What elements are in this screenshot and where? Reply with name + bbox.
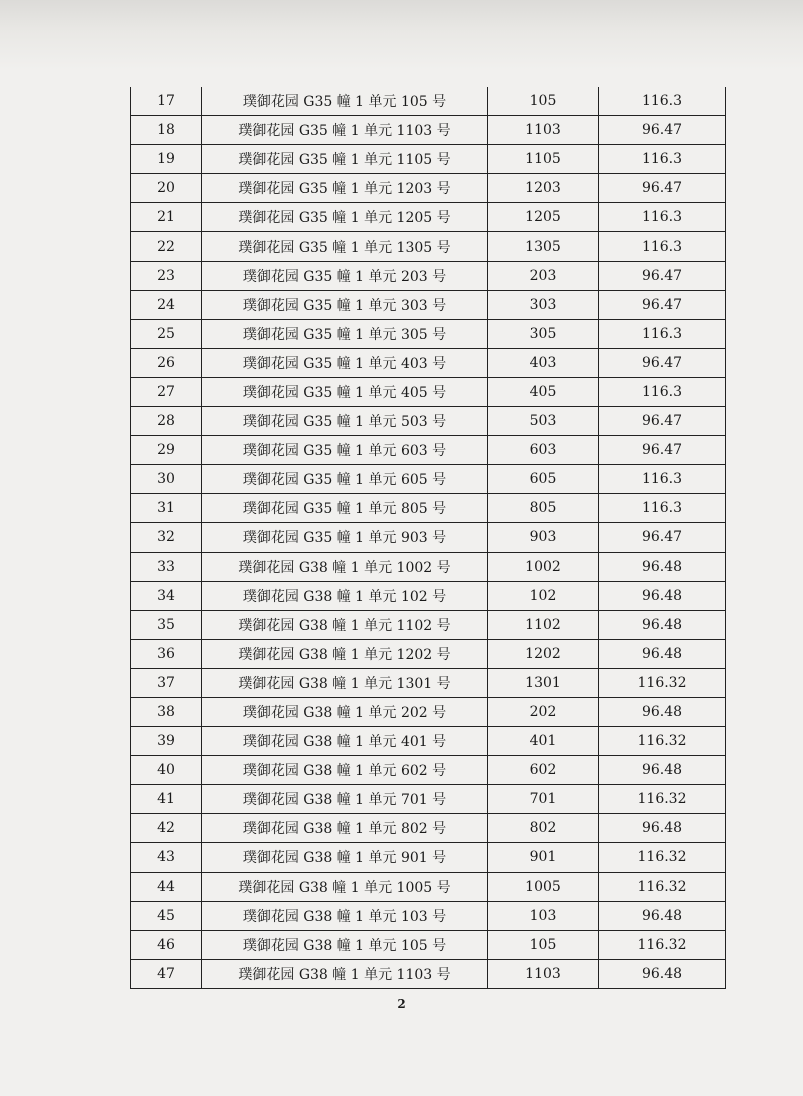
table-row (131, 203, 726, 232)
room-cell: 1301 (488, 668, 599, 697)
area-cell: 116.32 (599, 785, 726, 814)
table-row (131, 872, 726, 901)
address-cell: 璞御花园 G35 幢 1 单元 503 号 (202, 407, 488, 436)
row-number: 34 (131, 581, 202, 610)
table-row (131, 174, 726, 203)
address-cell: 璞御花园 G38 幢 1 单元 701 号 (202, 785, 488, 814)
room-cell: 602 (488, 756, 599, 785)
area-cell: 96.47 (599, 261, 726, 290)
row-number: 22 (131, 232, 202, 261)
row-number: 42 (131, 814, 202, 843)
address-cell: 璞御花园 G35 幢 1 单元 1103 号 (202, 116, 488, 145)
address-cell: 璞御花园 G35 幢 1 单元 603 号 (202, 436, 488, 465)
area-cell: 96.47 (599, 407, 726, 436)
area-cell: 116.3 (599, 377, 726, 406)
address-cell: 璞御花园 G38 幢 1 单元 802 号 (202, 814, 488, 843)
area-cell: 96.47 (599, 348, 726, 377)
row-number: 39 (131, 727, 202, 756)
row-number: 20 (131, 174, 202, 203)
room-cell: 1202 (488, 639, 599, 668)
table-row (131, 87, 726, 116)
row-number: 36 (131, 639, 202, 668)
room-cell: 805 (488, 494, 599, 523)
room-cell: 903 (488, 523, 599, 552)
table-row (131, 377, 726, 406)
area-cell: 96.48 (599, 697, 726, 726)
room-cell: 202 (488, 697, 599, 726)
address-cell: 璞御花园 G38 幢 1 单元 1005 号 (202, 872, 488, 901)
address-cell: 璞御花园 G35 幢 1 单元 403 号 (202, 348, 488, 377)
area-cell: 116.3 (599, 494, 726, 523)
room-cell: 901 (488, 843, 599, 872)
table-row (131, 610, 726, 639)
room-cell: 802 (488, 814, 599, 843)
room-cell: 1102 (488, 610, 599, 639)
room-cell: 403 (488, 348, 599, 377)
row-number: 41 (131, 785, 202, 814)
area-cell: 96.47 (599, 174, 726, 203)
room-cell: 105 (488, 930, 599, 959)
row-number: 32 (131, 523, 202, 552)
address-cell: 璞御花园 G35 幢 1 单元 1205 号 (202, 203, 488, 232)
room-cell: 303 (488, 290, 599, 319)
address-cell: 璞御花园 G35 幢 1 单元 903 号 (202, 523, 488, 552)
row-number: 21 (131, 203, 202, 232)
room-cell: 503 (488, 407, 599, 436)
address-cell: 璞御花园 G38 幢 1 单元 102 号 (202, 581, 488, 610)
area-cell: 116.3 (599, 145, 726, 174)
area-cell: 96.48 (599, 814, 726, 843)
area-cell: 96.48 (599, 552, 726, 581)
area-cell: 116.3 (599, 203, 726, 232)
area-cell: 96.48 (599, 581, 726, 610)
table-row (131, 436, 726, 465)
row-number: 30 (131, 465, 202, 494)
address-cell: 璞御花园 G38 幢 1 单元 103 号 (202, 901, 488, 930)
table-row (131, 814, 726, 843)
row-number: 23 (131, 261, 202, 290)
row-number: 28 (131, 407, 202, 436)
address-cell: 璞御花园 G35 幢 1 单元 303 号 (202, 290, 488, 319)
room-cell: 605 (488, 465, 599, 494)
area-cell: 96.47 (599, 523, 726, 552)
table-row (131, 232, 726, 261)
address-cell: 璞御花园 G38 幢 1 单元 602 号 (202, 756, 488, 785)
row-number: 45 (131, 901, 202, 930)
area-cell: 116.3 (599, 319, 726, 348)
table-row (131, 319, 726, 348)
address-cell: 璞御花园 G38 幢 1 单元 105 号 (202, 930, 488, 959)
room-cell: 103 (488, 901, 599, 930)
area-cell: 116.32 (599, 843, 726, 872)
area-cell: 116.32 (599, 668, 726, 697)
table-row (131, 697, 726, 726)
address-cell: 璞御花园 G35 幢 1 单元 1105 号 (202, 145, 488, 174)
address-cell: 璞御花园 G35 幢 1 单元 1203 号 (202, 174, 488, 203)
address-cell: 璞御花园 G35 幢 1 单元 105 号 (202, 87, 488, 116)
table-row (131, 523, 726, 552)
area-cell: 116.3 (599, 465, 726, 494)
address-cell: 璞御花园 G35 幢 1 单元 605 号 (202, 465, 488, 494)
area-cell: 96.48 (599, 756, 726, 785)
row-number: 17 (131, 87, 202, 116)
row-number: 35 (131, 610, 202, 639)
area-cell: 116.32 (599, 930, 726, 959)
row-number: 31 (131, 494, 202, 523)
address-cell: 璞御花园 G38 幢 1 单元 1002 号 (202, 552, 488, 581)
table-row (131, 116, 726, 145)
room-cell: 603 (488, 436, 599, 465)
row-number: 44 (131, 872, 202, 901)
area-cell: 116.32 (599, 872, 726, 901)
row-number: 24 (131, 290, 202, 319)
area-cell: 96.47 (599, 116, 726, 145)
table-row (131, 145, 726, 174)
room-cell: 1002 (488, 552, 599, 581)
room-cell: 1103 (488, 959, 599, 988)
table-row (131, 639, 726, 668)
row-number: 43 (131, 843, 202, 872)
table-row (131, 552, 726, 581)
table-row (131, 261, 726, 290)
address-cell: 璞御花园 G35 幢 1 单元 305 号 (202, 319, 488, 348)
row-number: 18 (131, 116, 202, 145)
area-cell: 96.48 (599, 639, 726, 668)
address-cell: 璞御花园 G38 幢 1 单元 901 号 (202, 843, 488, 872)
row-number: 29 (131, 436, 202, 465)
row-number: 19 (131, 145, 202, 174)
scan-top-smudge (0, 0, 803, 70)
room-cell: 1005 (488, 872, 599, 901)
room-cell: 405 (488, 377, 599, 406)
address-cell: 璞御花园 G35 幢 1 单元 203 号 (202, 261, 488, 290)
table-row (131, 756, 726, 785)
property-table (130, 87, 726, 989)
table-row (131, 348, 726, 377)
row-number: 40 (131, 756, 202, 785)
room-cell: 701 (488, 785, 599, 814)
area-cell: 96.47 (599, 436, 726, 465)
room-cell: 305 (488, 319, 599, 348)
area-cell: 116.3 (599, 87, 726, 116)
room-cell: 1305 (488, 232, 599, 261)
table-row (131, 843, 726, 872)
room-cell: 1203 (488, 174, 599, 203)
area-cell: 116.32 (599, 727, 726, 756)
table-row (131, 581, 726, 610)
address-cell: 璞御花园 G35 幢 1 单元 805 号 (202, 494, 488, 523)
room-cell: 102 (488, 581, 599, 610)
table-row (131, 727, 726, 756)
row-number: 25 (131, 319, 202, 348)
row-number: 37 (131, 668, 202, 697)
table-row (131, 959, 726, 988)
table-row (131, 901, 726, 930)
room-cell: 203 (488, 261, 599, 290)
address-cell: 璞御花园 G38 幢 1 单元 1301 号 (202, 668, 488, 697)
table-row (131, 465, 726, 494)
area-cell: 96.47 (599, 290, 726, 319)
row-number: 38 (131, 697, 202, 726)
table-row (131, 494, 726, 523)
area-cell: 96.48 (599, 959, 726, 988)
table-row (131, 785, 726, 814)
row-number: 33 (131, 552, 202, 581)
address-cell: 璞御花园 G38 幢 1 单元 1103 号 (202, 959, 488, 988)
page-number: 2 (397, 997, 406, 1011)
address-cell: 璞御花园 G35 幢 1 单元 1305 号 (202, 232, 488, 261)
table-row (131, 668, 726, 697)
address-cell: 璞御花园 G38 幢 1 单元 1202 号 (202, 639, 488, 668)
table-row (131, 407, 726, 436)
address-cell: 璞御花园 G35 幢 1 单元 405 号 (202, 377, 488, 406)
table-row (131, 930, 726, 959)
address-cell: 璞御花园 G38 幢 1 单元 401 号 (202, 727, 488, 756)
room-cell: 105 (488, 87, 599, 116)
row-number: 26 (131, 348, 202, 377)
table-row (131, 290, 726, 319)
room-cell: 1103 (488, 116, 599, 145)
room-cell: 1205 (488, 203, 599, 232)
area-cell: 96.48 (599, 901, 726, 930)
address-cell: 璞御花园 G38 幢 1 单元 202 号 (202, 697, 488, 726)
room-cell: 1105 (488, 145, 599, 174)
row-number: 46 (131, 930, 202, 959)
row-number: 47 (131, 959, 202, 988)
table-body (131, 87, 726, 988)
address-cell: 璞御花园 G38 幢 1 单元 1102 号 (202, 610, 488, 639)
room-cell: 401 (488, 727, 599, 756)
area-cell: 96.48 (599, 610, 726, 639)
area-cell: 116.3 (599, 232, 726, 261)
row-number: 27 (131, 377, 202, 406)
